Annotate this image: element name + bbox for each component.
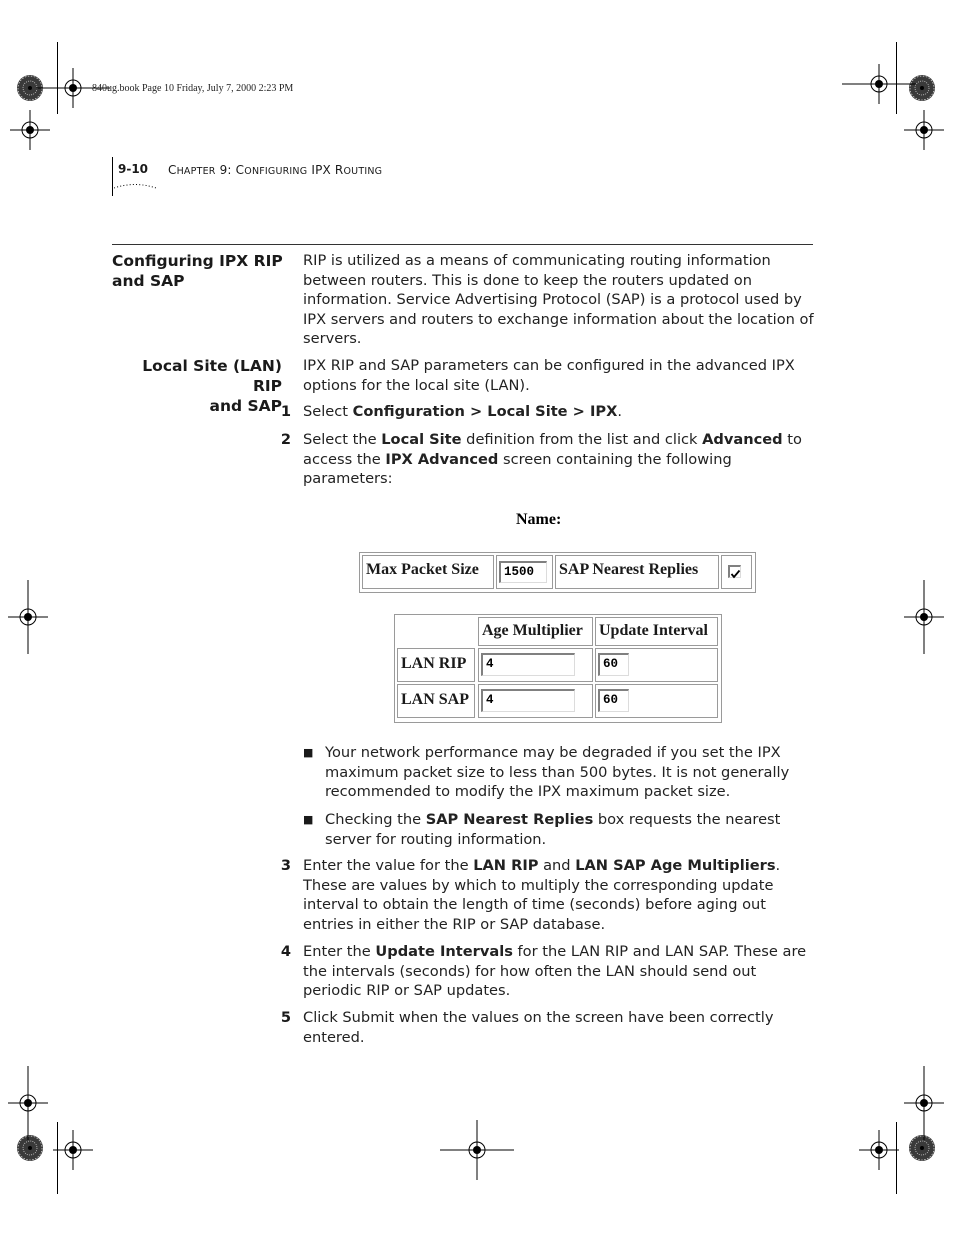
lan-sap-update-input[interactable]: 60 xyxy=(598,689,629,712)
lan-rip-label-cell: LAN RIP xyxy=(397,648,475,682)
step-text: Select the Local Site definition from the list and click Advanced to access the IPX Advanced screen containing the following parameters: xyxy=(303,431,802,488)
step-number: 2 xyxy=(280,431,291,448)
lan-sap-age-cell xyxy=(478,684,593,718)
step-text: Select Configuration > Local Site > IPX. xyxy=(303,403,622,420)
lan-rip-age-cell xyxy=(478,648,593,682)
section-body-ipx-rip-sap: RIP is utilized as a means of communicating routing information between routers. This is done to keep the routers updated on information. Service Advertising Protocol (SAP) is a protocol used by IPX servers and routers to exchange information about the location of servers. xyxy=(303,252,814,348)
lan-sap-label-cell: LAN SAP xyxy=(397,684,475,718)
chapter-title: CHAPTER 9: CONFIGURING IPX ROUTING xyxy=(168,163,383,177)
sap-nearest-cell xyxy=(721,555,752,589)
bullet-icon: ■ xyxy=(303,746,314,759)
local-site-intro: IPX RIP and SAP parameters can be configured in the advanced IPX options for the local site (LAN). xyxy=(303,357,795,394)
section-heading-local-site: Local Site (LAN) RIP and SAP xyxy=(142,357,282,415)
step-text: Click Submit when the values on the screen have been correctly entered. xyxy=(303,1009,774,1046)
rip-sap-table xyxy=(394,614,722,723)
max-packet-cell xyxy=(496,555,553,589)
section-rule xyxy=(112,244,813,245)
section-heading-ipx-rip-sap: Configuring IPX RIP and SAP xyxy=(112,252,283,290)
lan-sap-update-cell xyxy=(595,684,718,718)
lan-rip-update-input[interactable]: 60 xyxy=(598,653,629,676)
lan-sap-age-input[interactable]: 4 xyxy=(481,689,575,712)
step-number: 4 xyxy=(280,943,291,960)
book-info: 840ug.book Page 10 Friday, July 7, 2000 2:23 PM xyxy=(92,83,294,94)
sap-nearest-label-cell: SAP Nearest Replies xyxy=(555,555,719,589)
lan-rip-age-input[interactable]: 4 xyxy=(481,653,575,676)
step-number: 1 xyxy=(280,403,291,420)
step-number: 5 xyxy=(280,1009,291,1026)
max-packet-input[interactable]: 1500 xyxy=(499,561,547,583)
bullet-text: Checking the SAP Nearest Replies box requests the nearest server for routing information. xyxy=(325,811,781,848)
max-packet-label-cell: Max Packet Size xyxy=(362,555,494,589)
lan-rip-update-cell xyxy=(595,648,718,682)
sap-nearest-checkbox[interactable] xyxy=(728,565,741,578)
step-text: Enter the Update Intervals for the LAN RIP and LAN SAP. These are the intervals (seconds) for how often the LAN should send out periodic RIP or SAP updates. xyxy=(303,943,807,1000)
page-number-rule xyxy=(112,157,113,196)
dotted-rule xyxy=(114,183,156,189)
bullet-text: Your network performance may be degraded if you set the IPX maximum packet size to less than 500 bytes. It is not generally recommended to modify the IPX maximum packet size. xyxy=(325,744,790,801)
update-interval-header: Update Interval xyxy=(595,617,718,646)
bullet-icon: ■ xyxy=(303,813,314,826)
age-multiplier-header: Age Multiplier xyxy=(478,617,593,646)
name-label: Name: xyxy=(516,511,562,528)
step-text: Enter the value for the LAN RIP and LAN SAP Age Multipliers. These are values by which to multiply the corresponding update interval to obtain the length of time (seconds) before aging out entries in either the RIP or SAP database. xyxy=(303,857,781,933)
step-number: 3 xyxy=(280,857,291,874)
packet-table xyxy=(359,552,756,593)
page-number: 9-10 xyxy=(118,162,149,176)
checkmark-icon xyxy=(730,569,741,580)
header-blank-cell xyxy=(397,617,475,646)
